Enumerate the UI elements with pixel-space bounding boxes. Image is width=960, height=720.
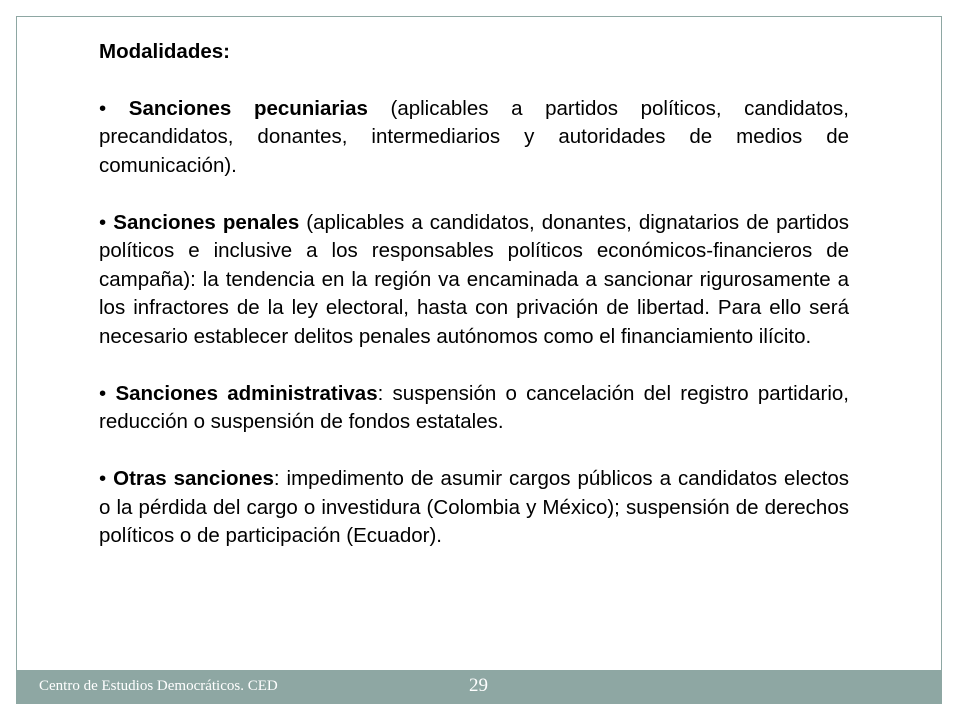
- section-heading: Modalidades:: [99, 40, 230, 63]
- item-text: : impedimento de asumir cargos públicos a candidatos electos o la pérdida del cargo o investidura (Colombia y México); suspensión de derechos políticos o de participación (Ecuador).: [99, 467, 849, 547]
- item-text: (aplicables a candidatos, donantes, dignatarios de partidos políticos e inclusive a los responsables políticos económicos-financieros de campaña): la tendencia en la región va encaminada a sancionar rigurosamente a los infractores de la ley electoral, hasta con privación de libertad. Para ello será necesario establecer delitos penales autónomos como el financiamiento ilícito.: [99, 210, 849, 348]
- item-text: : suspensión o cancelación del registro partidario, reducción o suspensión de fondos estatales.: [99, 381, 850, 433]
- page-number: 29: [469, 675, 488, 696]
- footer-bar: [17, 670, 941, 703]
- slide-content: [99, 38, 849, 579]
- bullet-icon: •: [99, 381, 107, 405]
- list-item: [99, 465, 849, 551]
- bullet-icon: •: [99, 467, 107, 490]
- item-title: Sanciones administrativas: [115, 381, 378, 405]
- list-item: [99, 95, 849, 181]
- item-text: (aplicables a partidos políticos, candidatos, precandidatos, donantes, intermediarios y autoridades de medios de comunicación).: [99, 96, 849, 177]
- bullet-icon: •: [99, 96, 107, 120]
- item-title: Sanciones pecuniarias: [128, 96, 368, 120]
- item-title: Sanciones penales: [113, 210, 300, 234]
- list-item: [99, 380, 849, 437]
- item-title: Otras sanciones: [113, 467, 274, 490]
- footer-organization: Centro de Estudios Democráticos. CED: [39, 678, 278, 694]
- bullet-icon: •: [99, 210, 107, 234]
- list-item: [99, 209, 849, 352]
